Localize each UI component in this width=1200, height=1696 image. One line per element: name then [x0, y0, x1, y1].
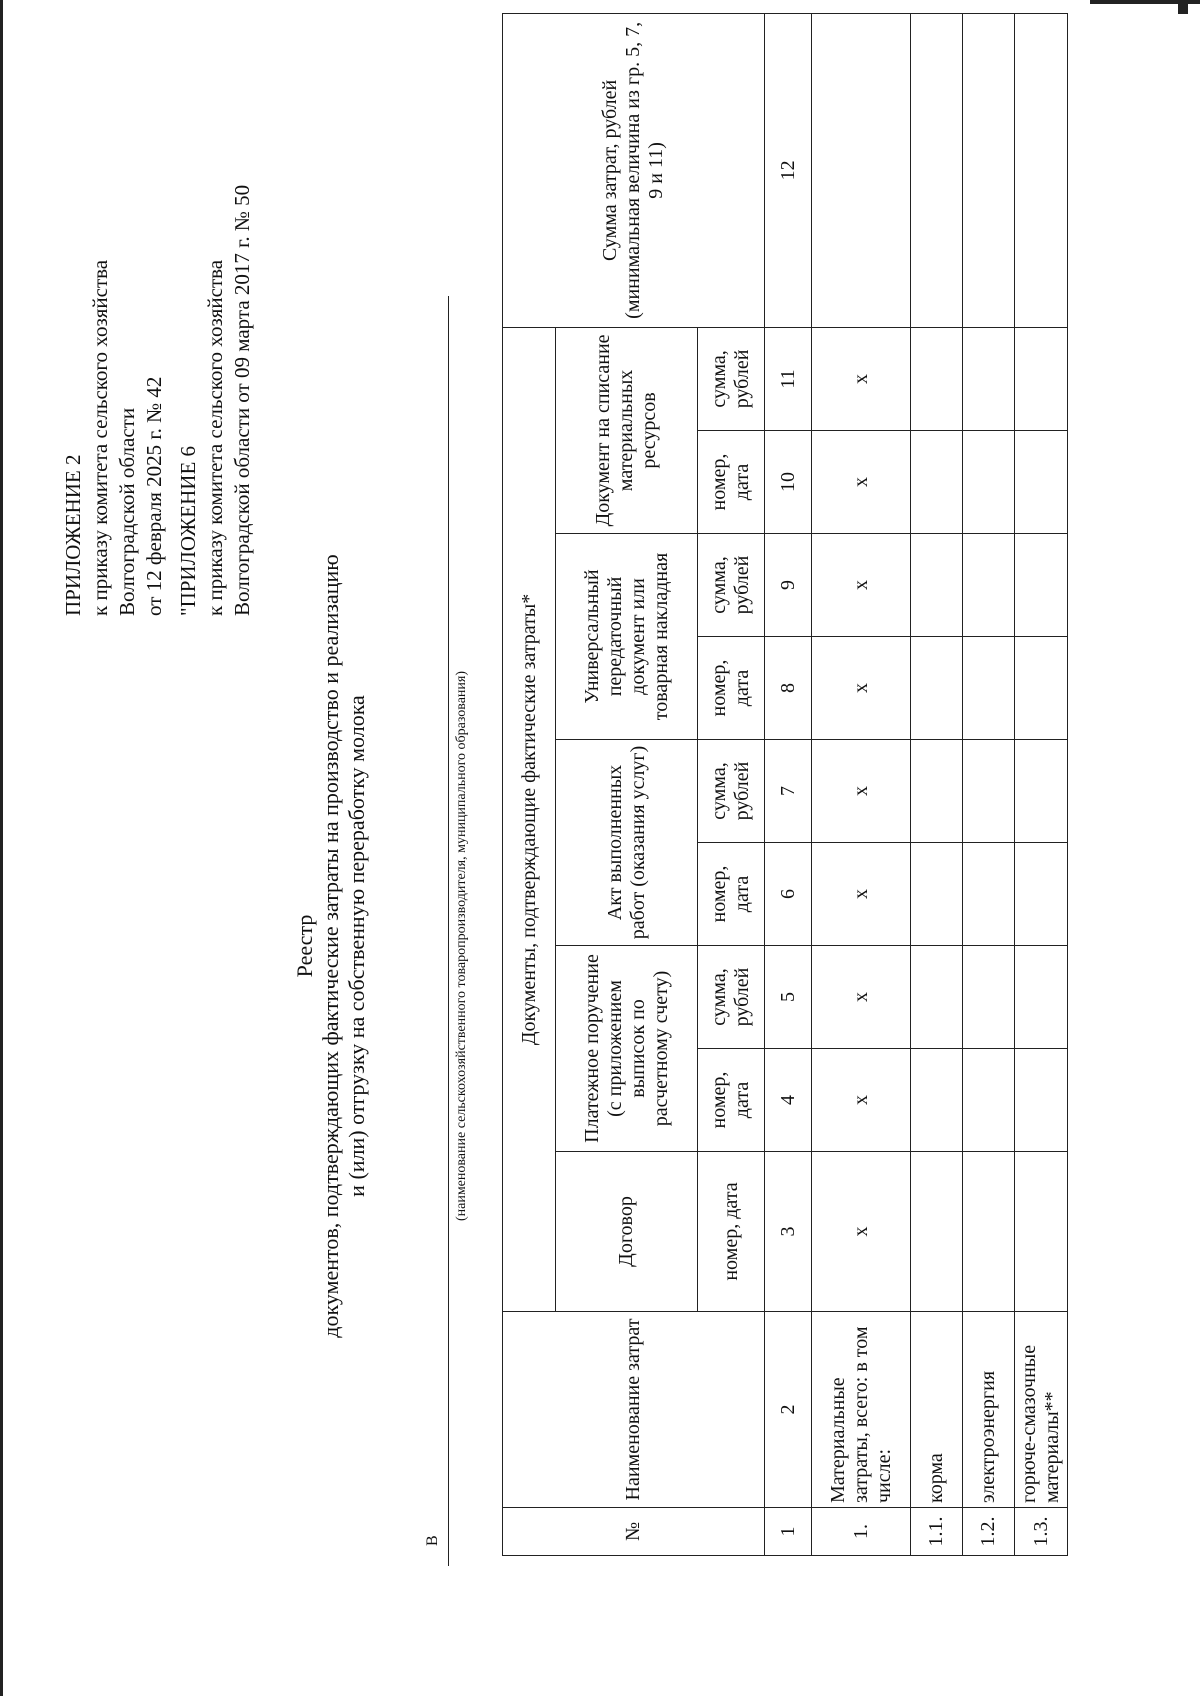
header-sum: сумма, рублей	[698, 946, 765, 1049]
table-cell	[911, 13, 963, 327]
table-cell	[963, 1049, 1015, 1152]
column-number: 1	[765, 1508, 812, 1556]
table-cell	[911, 946, 963, 1049]
row-number: 1.1.	[911, 1508, 963, 1556]
column-number: 7	[765, 740, 812, 843]
header-contract-num-date: номер, дата	[698, 1152, 765, 1312]
table-cell: x	[812, 843, 911, 946]
header-upd: Универсальный передаточный документ или товарная накладная	[556, 534, 698, 740]
row-number: 1.3.	[1015, 1508, 1068, 1556]
header-num-date: номер, дата	[698, 843, 765, 946]
table-cell	[812, 13, 911, 327]
table-cell: x	[812, 431, 911, 534]
row-cost-name: электроэнергия	[963, 1312, 1015, 1508]
table-cell	[1015, 1049, 1068, 1152]
header-contract: Договор	[556, 1152, 698, 1312]
header-sum: сумма, рублей	[698, 534, 765, 637]
table-cell	[963, 13, 1015, 327]
table-cell: x	[812, 740, 911, 843]
appendix-line: от 12 февраля 2025 г. № 42	[142, 376, 166, 616]
row-cost-name: Материальные затраты, всего: в том числе:	[812, 1312, 911, 1508]
header-total: Сумма затрат, рублей (минимальная величина из гр. 5, 7, 9 и 11)	[503, 13, 765, 327]
table-cell	[1015, 431, 1068, 534]
table-row	[812, 13, 911, 1555]
table-cell: x	[812, 327, 911, 430]
table-cell	[963, 843, 1015, 946]
table-cell	[1015, 740, 1068, 843]
table-cell: x	[812, 1152, 911, 1312]
producer-caption: (наименование сельскохозяйственного товаропроизводителя, муниципального образования)	[454, 670, 469, 1222]
column-number: 9	[765, 534, 812, 637]
producer-name-line	[448, 296, 449, 1566]
row-cost-name: корма	[911, 1312, 963, 1508]
appendix-header-old	[175, 16, 256, 616]
table-cell	[911, 740, 963, 843]
table-cell	[963, 431, 1015, 534]
table-cell	[911, 1152, 963, 1312]
column-number: 2	[765, 1312, 812, 1508]
appendix-line: Волгоградской области	[115, 407, 139, 616]
table-cell	[1015, 13, 1068, 327]
table-cell: x	[812, 534, 911, 637]
table-cell: x	[812, 1049, 911, 1152]
header-num-date: номер, дата	[698, 431, 765, 534]
header-num-date: номер, дата	[698, 1049, 765, 1152]
table-cell	[1015, 946, 1068, 1049]
header-documents-group: Документы, подтверждающие фактические затраты*	[503, 327, 556, 1311]
appendix-line: "ПРИЛОЖЕНИЕ 6	[176, 445, 200, 616]
appendix-line: ПРИЛОЖЕНИЕ 2	[61, 454, 85, 616]
header-cost-name: Наименование затрат	[503, 1312, 765, 1508]
column-number: 11	[765, 327, 812, 430]
appendix-line: Волгоградской области от 09 марта 2017 г. № 50	[230, 184, 254, 616]
column-number: 8	[765, 637, 812, 740]
column-number: 10	[765, 431, 812, 534]
table-cell	[963, 946, 1015, 1049]
header-sum: сумма, рублей	[698, 740, 765, 843]
appendix-line: к приказу комитета сельского хозяйства	[88, 259, 112, 616]
column-number: 3	[765, 1152, 812, 1312]
column-number: 5	[765, 946, 812, 1049]
header-num-date: номер, дата	[698, 637, 765, 740]
table-cell	[963, 327, 1015, 430]
table-row	[1015, 13, 1068, 1555]
registry-table	[502, 13, 1068, 1556]
title-line-2: документов, подтверждающих фактические затраты на производство и реализацию	[318, 554, 343, 1338]
table-cell	[911, 534, 963, 637]
appendix-line: к приказу комитета сельского хозяйства	[203, 259, 227, 616]
table-cell	[911, 843, 963, 946]
table-cell	[963, 1152, 1015, 1312]
table-cell	[911, 431, 963, 534]
table-cell	[963, 534, 1015, 637]
table-cell	[1015, 534, 1068, 637]
header-act: Акт выполненных работ (оказания услуг)	[556, 740, 698, 946]
table-cell	[911, 637, 963, 740]
table-cell	[1015, 843, 1068, 946]
table-cell	[911, 1049, 963, 1152]
appendix-header-new	[60, 16, 168, 616]
producer-prefix: В	[424, 1535, 441, 1546]
table-row	[963, 13, 1015, 1555]
title-line-1: Реестр	[292, 914, 317, 978]
header-payment-order: Платежное поручение (с приложением выписок по расчетному счету)	[556, 946, 698, 1152]
table-cell	[963, 740, 1015, 843]
table-row	[911, 13, 963, 1555]
table-cell	[963, 637, 1015, 740]
document-title	[292, 446, 370, 1446]
column-number: 4	[765, 1049, 812, 1152]
header-sum: сумма, рублей	[698, 327, 765, 430]
row-cost-name: горюче-смазочные материалы**	[1015, 1312, 1068, 1508]
header-write-off: Документ на списание материальных ресурсов	[556, 327, 698, 533]
column-number-row	[765, 13, 812, 1555]
row-number: 1.2.	[963, 1508, 1015, 1556]
table-cell	[911, 327, 963, 430]
table-cell	[1015, 327, 1068, 430]
header-number: №	[503, 1508, 765, 1556]
column-number: 6	[765, 843, 812, 946]
row-number: 1.	[812, 1508, 911, 1556]
table-cell	[1015, 1152, 1068, 1312]
column-number: 12	[765, 13, 812, 327]
title-line-3: и (или) отгрузку на собственную переработку молока	[344, 695, 369, 1197]
table-cell	[1015, 637, 1068, 740]
table-cell: x	[812, 637, 911, 740]
table-cell: x	[812, 946, 911, 1049]
